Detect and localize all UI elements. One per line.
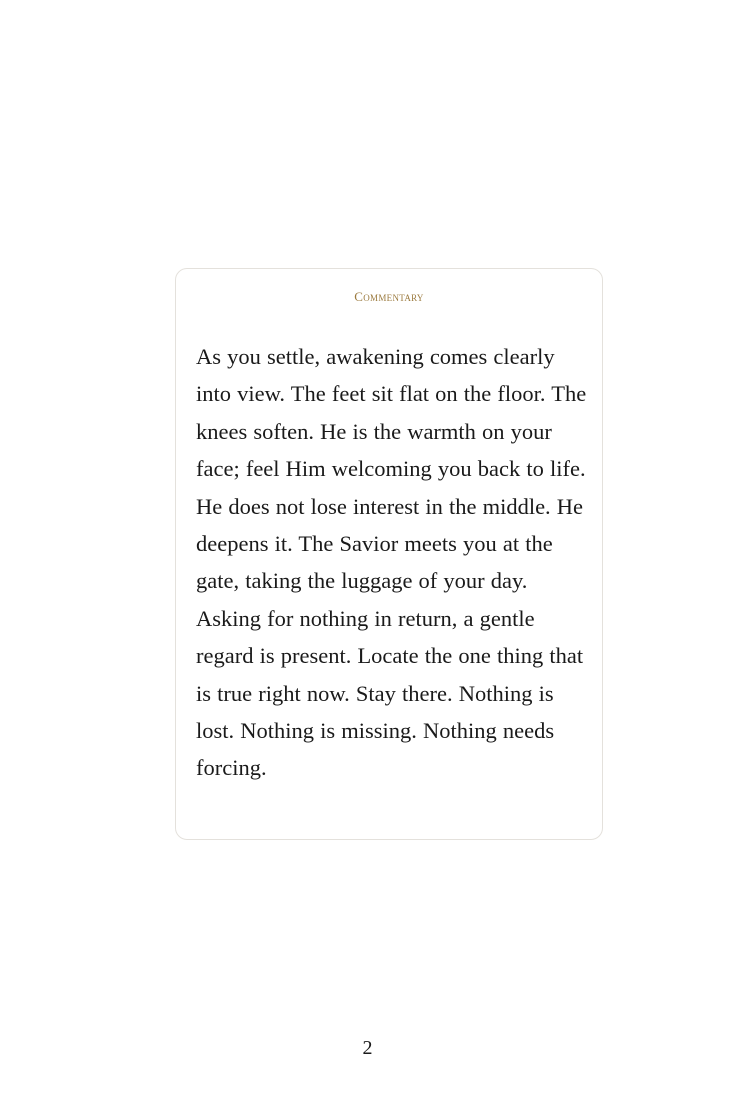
page-number: 2 <box>362 1037 373 1059</box>
commentary-text: As you settle, awakening comes clearly into view. The feet sit flat on the floor. The knees soften. He is the warmth on your face; feel Him welcoming you back to life. He does not lose interest in the middle. He deepens it. The Savior meets you at the gate, taking the luggage of your day. Asking for nothing in return, a gentle regard is present. Locate the one thing that is true right now. Stay there. Nothing is lost. Nothing is missing. Nothing needs forcing. <box>196 344 587 781</box>
card-heading: Commentary <box>354 289 424 304</box>
commentary-card <box>175 268 603 840</box>
